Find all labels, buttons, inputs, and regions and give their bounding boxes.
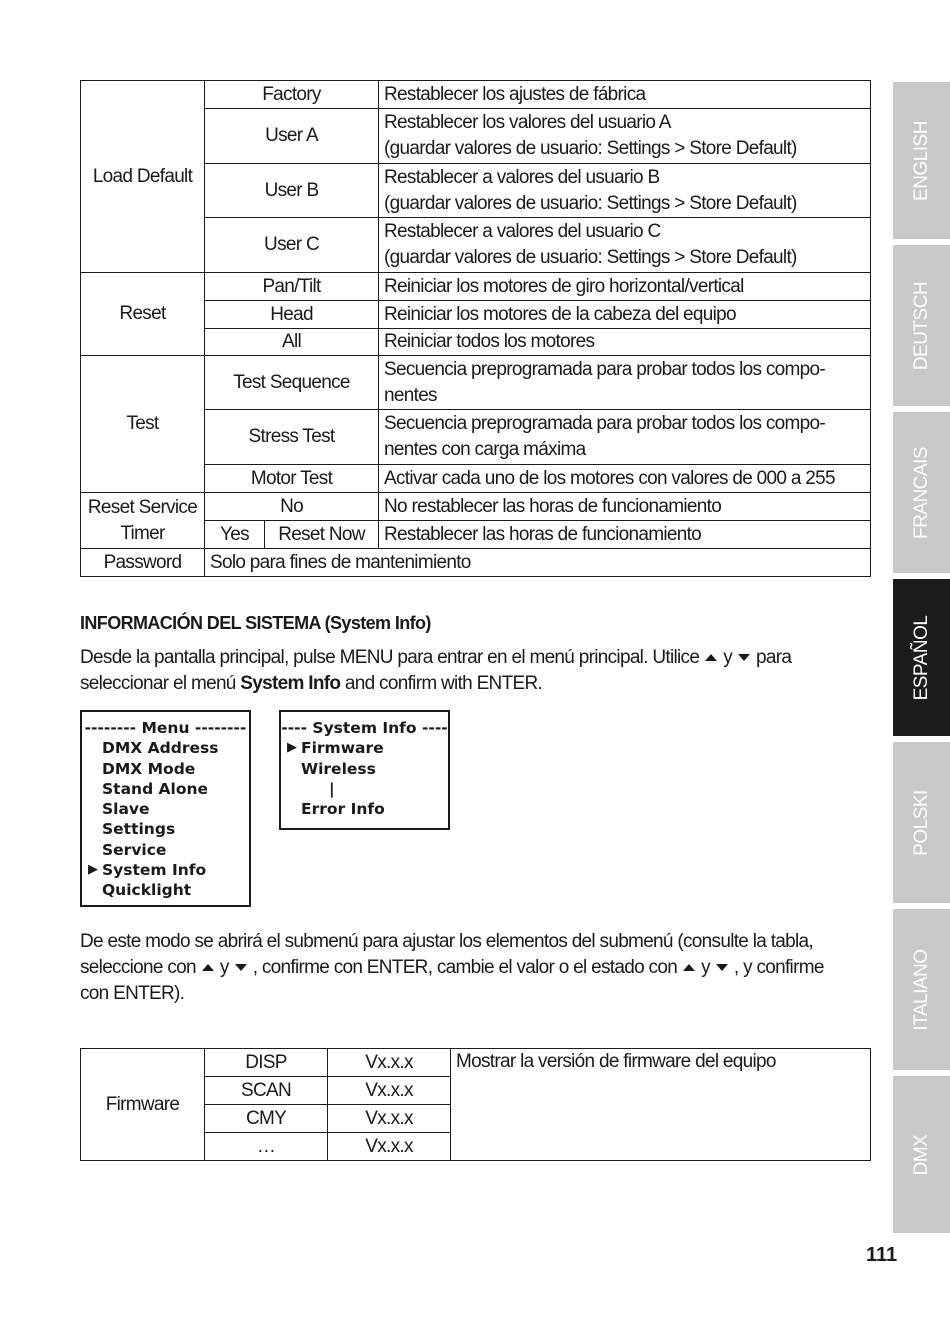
option-stress-test: Stress Test (205, 410, 379, 465)
menu-item: Service (102, 840, 167, 859)
system-info-item: Wireless (301, 759, 376, 778)
option-all: All (205, 329, 379, 356)
submenu-paragraph: De este modo se abrirá el submenú para ajustar los elementos del submenú (consulte la tabla, seleccione con y , confirme con ENTER, cambie el valor o el estado con y , y confirme con ENTER). (80, 931, 824, 1004)
desc-user-c: Restablecer a valores del usuario C (guardar valores de usuario: Settings > Store Default) (379, 218, 871, 273)
arrow-down-icon (235, 964, 247, 971)
option-no: No (205, 493, 379, 521)
desc-password: Solo para fines de mantenimiento (205, 549, 871, 577)
arrow-up-icon (705, 654, 717, 661)
reset-service-timer-label: Reset Service Timer (81, 493, 205, 549)
firmware-version: Vx.x.x (328, 1133, 451, 1161)
intro-paragraph: Desde la pantalla principal, pulse MENU para entrar en el menú principal. Utilice y para seleccionar el menú System Info and confirm with ENTER. (80, 647, 792, 694)
system-info-item-selected: ▶ Firmware (287, 739, 384, 758)
option-head: Head (205, 301, 379, 329)
tab-italiano[interactable]: ITALIANO (893, 909, 950, 1070)
system-info-item: Error Info (301, 800, 385, 819)
desc-all: Reiniciar todos los motores (379, 329, 871, 356)
menu-item: DMX Address (102, 739, 219, 758)
test-label: Test (81, 356, 205, 493)
firmware-desc: Mostrar la versión de firmware del equipo (451, 1049, 871, 1161)
tab-dmx[interactable]: DMX (893, 1076, 950, 1233)
selection-arrow-icon: ▶ (88, 862, 98, 878)
firmware-version: Vx.x.x (328, 1077, 451, 1105)
system-info-display (279, 710, 450, 830)
tab-english[interactable]: ENGLISH (893, 82, 950, 239)
option-yes: Yes (205, 521, 265, 549)
desc-user-a: Restablecer los valores del usuario A (guardar valores de usuario: Settings > Store Default) (379, 109, 871, 164)
firmware-item: SCAN (205, 1077, 328, 1105)
desc-motor-test: Activar cada uno de los motores con valores de 000 a 255 (379, 465, 871, 493)
option-user-c: User C (205, 218, 379, 273)
desc-factory: Restablecer los ajustes de fábrica (379, 81, 871, 109)
tab-francais[interactable]: FRANCAIS (893, 412, 950, 573)
tab-espanol[interactable]: ESPAÑOL (893, 579, 950, 736)
option-test-sequence: Test Sequence (205, 356, 379, 410)
desc-head: Reiniciar los motores de la cabeza del equipo (379, 301, 871, 329)
firmware-label: Firmware (81, 1049, 205, 1161)
arrow-up-icon (202, 964, 214, 971)
tab-polski[interactable]: POLSKI (893, 742, 950, 903)
firmware-table (80, 1048, 871, 1161)
option-user-a: User A (205, 109, 379, 164)
menu-item-selected: ▶ System Info (88, 861, 207, 880)
desc-stress-test: Secuencia preprogramada para probar todos los compo- nentes con carga máxima (379, 410, 871, 465)
menu-display (80, 710, 251, 907)
section-heading: INFORMACIÓN DEL SISTEMA (System Info) (80, 613, 431, 633)
menu-item: Slave (102, 800, 150, 819)
option-reset-now: Reset Now (265, 521, 379, 549)
desc-test-sequence: Secuencia preprogramada para probar todos los compo- nentes (379, 356, 871, 410)
system-info-separator: | (329, 779, 335, 798)
firmware-item: … (205, 1133, 328, 1161)
desc-no: No restablecer las horas de funcionamiento (379, 493, 871, 521)
option-user-b: User B (205, 164, 379, 218)
arrow-up-icon (683, 964, 695, 971)
firmware-version: Vx.x.x (328, 1049, 451, 1077)
firmware-item: DISP (205, 1049, 328, 1077)
arrow-down-icon (716, 964, 728, 971)
firmware-version: Vx.x.x (328, 1105, 451, 1133)
password-label: Password (81, 549, 205, 577)
system-info-title: ---- System Info ---- (281, 719, 448, 737)
selection-arrow-icon: ▶ (287, 740, 297, 756)
reset-label: Reset (81, 273, 205, 356)
page-number: 111 (866, 1244, 898, 1266)
load-default-label: Load Default (81, 81, 205, 273)
arrow-down-icon (738, 654, 750, 661)
desc-reset-now: Restablecer las horas de funcionamiento (379, 521, 871, 549)
menu-title: -------- Menu -------- (84, 719, 247, 737)
desc-pan-tilt: Reiniciar los motores de giro horizontal/vertical (379, 273, 871, 301)
service-settings-table (80, 80, 871, 577)
option-motor-test: Motor Test (205, 465, 379, 493)
menu-item: DMX Mode (102, 759, 196, 778)
menu-item: Stand Alone (102, 779, 209, 798)
firmware-item: CMY (205, 1105, 328, 1133)
desc-user-b: Restablecer a valores del usuario B (guardar valores de usuario: Settings > Store Default) (379, 164, 871, 218)
menu-item: Quicklight (102, 881, 192, 900)
tab-deutsch[interactable]: DEUTSCH (893, 245, 950, 406)
menu-item: Settings (102, 820, 176, 839)
option-factory: Factory (205, 81, 379, 109)
option-pan-tilt: Pan/Tilt (205, 273, 379, 301)
